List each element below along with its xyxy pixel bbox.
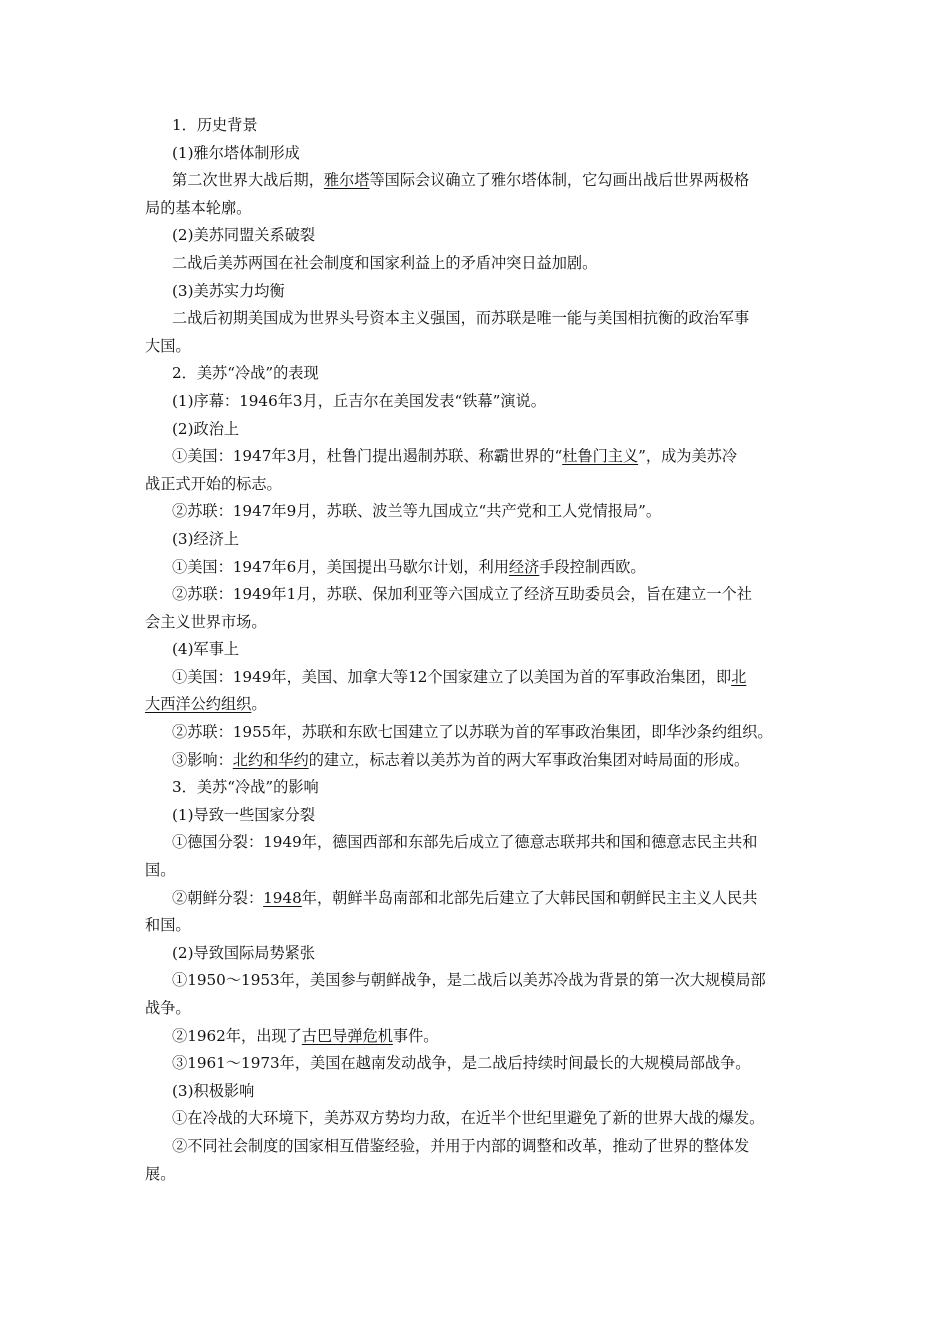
- paragraph-text: ②苏联：1955年，苏联和东欧七国建立了以苏联为首的军事政治集团，即华沙条约组织。: [172, 723, 773, 742]
- underlined-answer: 经济: [508, 557, 540, 576]
- paragraph-text: (2)政治上: [172, 419, 240, 438]
- paragraph-text: ①美国：1949年，美国、加拿大等12个国家建立了以美国为首的军事政治集团，即: [172, 667, 732, 686]
- underlined-answer: 北约和华约: [232, 750, 309, 769]
- paragraph: [0, 581, 950, 636]
- paragraph-text: ①在冷战的大环境下，美苏双方势均力敌，在近半个世纪里避免了新的世界大战的爆发。: [172, 1109, 765, 1128]
- paragraph: [0, 940, 950, 968]
- paragraph-line: [172, 802, 818, 830]
- paragraph-line: [172, 719, 818, 747]
- paragraph-continuation-line: [145, 471, 818, 499]
- document-body: [0, 112, 950, 1188]
- paragraph-text: 战争。: [145, 999, 191, 1017]
- paragraph: [0, 554, 950, 582]
- paragraph-continuation-line: [145, 912, 818, 940]
- paragraph-text: 战正式开始的标志。: [145, 474, 282, 493]
- paragraph-text: 3．美苏“冷战”的影响: [172, 778, 319, 797]
- paragraph-continuation-line: [145, 609, 818, 637]
- paragraph: [0, 1133, 950, 1188]
- paragraph: [0, 360, 950, 388]
- paragraph-line: [172, 443, 818, 471]
- paragraph-text: (1)雅尔塔体制形成: [172, 143, 300, 162]
- paragraph-continuation-line: [145, 195, 818, 223]
- paragraph-text: 2．美苏“冷战”的表现: [172, 364, 319, 383]
- paragraph-line: [172, 222, 818, 250]
- paragraph: [0, 829, 950, 884]
- paragraph-line: [172, 885, 818, 913]
- underlined-answer: 1948: [263, 888, 302, 907]
- paragraph-line: [172, 360, 818, 388]
- paragraph-line: [172, 526, 818, 554]
- paragraph: [0, 250, 950, 278]
- paragraph-line: [172, 581, 818, 609]
- paragraph-text: ③1961～1973年，美国在越南发动战争，是二战后持续时间最长的大规模局部战争。: [172, 1054, 751, 1073]
- underlined-answer: 雅尔塔: [323, 171, 370, 190]
- paragraph: [0, 1050, 950, 1078]
- underlined-answer: 大西洋公约组织: [145, 695, 252, 714]
- underlined-answer: 古巴导弹危机: [301, 1026, 393, 1045]
- paragraph-text: ②苏联：1947年9月，苏联、波兰等九国成立“共产党和工人党情报局”。: [172, 502, 662, 521]
- paragraph-text: ②不同社会制度的国家相互借鉴经验，并用于内部的调整和改革，推动了世界的整体发: [172, 1136, 750, 1155]
- paragraph: [0, 498, 950, 526]
- paragraph-line: [172, 1105, 818, 1133]
- paragraph-line: [172, 140, 818, 168]
- paragraph-text: ①德国分裂：1949年，德国西部和东部先后成立了德意志联邦共和国和德意志民主共和: [172, 833, 758, 852]
- paragraph-text: ③影响：: [172, 750, 233, 769]
- paragraph-text: ”，成为美苏冷: [638, 447, 738, 466]
- paragraph-line: [172, 498, 818, 526]
- paragraph-text: ①1950～1953年，美国参与朝鲜战争，是二战后以美苏冷战为背景的第一次大规模局部: [172, 971, 766, 990]
- paragraph-line: [172, 1050, 818, 1078]
- paragraph: [0, 774, 950, 802]
- paragraph-text: 的建立，标志着以美苏为首的两大军事政治集团对峙局面的形成。: [308, 750, 750, 769]
- paragraph: [0, 1023, 950, 1051]
- paragraph-text: 1．历史背景: [172, 116, 258, 134]
- paragraph-continuation-line: [145, 857, 818, 885]
- paragraph-text: ①美国：1947年6月，美国提出马歇尔计划，利用: [172, 557, 509, 576]
- paragraph-text: ②1962年，出现了: [172, 1026, 302, 1045]
- paragraph-text: 二战后美苏两国在社会制度和国家利益上的矛盾冲突日益加剧。: [172, 253, 598, 272]
- paragraph-text: (3)美苏实力均衡: [172, 281, 285, 300]
- paragraph-text: 局的基本轮廓。: [145, 198, 252, 217]
- paragraph-line: [172, 774, 818, 802]
- paragraph-line: [172, 554, 818, 582]
- paragraph-line: [172, 636, 818, 664]
- paragraph-text: ②苏联：1949年1月，苏联、保加利亚等六国成立了经济互助委员会，旨在建立一个社: [172, 585, 752, 604]
- paragraph-text: 会主义世界市场。: [145, 612, 267, 631]
- paragraph: [0, 747, 950, 775]
- paragraph-line: [172, 1133, 818, 1161]
- paragraph-text: 。: [251, 695, 267, 714]
- paragraph-continuation-line: [145, 691, 818, 719]
- paragraph-text: (2)美苏同盟关系破裂: [172, 226, 316, 245]
- paragraph: [0, 1078, 950, 1106]
- paragraph-text: (1)序幕：1946年3月，丘吉尔在美国发表“铁幕”演说。: [172, 391, 546, 410]
- paragraph-text: 国。: [145, 861, 176, 880]
- paragraph-text: ②朝鲜分裂：: [172, 888, 264, 907]
- paragraph-text: 年，朝鲜半岛南部和北部先后建立了大韩民国和朝鲜民主主义人民共: [301, 888, 758, 907]
- paragraph: [0, 636, 950, 664]
- paragraph-text: (3)积极影响: [172, 1081, 255, 1100]
- paragraph: [0, 802, 950, 830]
- paragraph-text: 二战后初期美国成为世界头号资本主义强国，而苏联是唯一能与美国相抗衡的政治军事: [172, 309, 750, 328]
- paragraph: [0, 719, 950, 747]
- paragraph-text: 展。: [145, 1164, 176, 1183]
- paragraph-text: 等国际会议确立了雅尔塔体制，它勾画出战后世界两极格: [369, 171, 750, 190]
- underlined-answer: 北: [731, 667, 747, 686]
- paragraph-text: (1)导致一些国家分裂: [172, 805, 316, 824]
- paragraph-continuation-line: [145, 1161, 818, 1189]
- paragraph: [0, 388, 950, 416]
- paragraph: [0, 167, 950, 222]
- paragraph: [0, 443, 950, 498]
- paragraph: [0, 305, 950, 360]
- paragraph-line: [172, 1078, 818, 1106]
- paragraph: [0, 278, 950, 306]
- paragraph-line: [172, 967, 818, 995]
- paragraph: [0, 526, 950, 554]
- paragraph-line: [172, 250, 818, 278]
- paragraph-line: [172, 1023, 818, 1051]
- paragraph: [0, 140, 950, 168]
- paragraph-text: 和国。: [145, 916, 191, 935]
- paragraph-line: [172, 664, 818, 692]
- paragraph-line: [172, 167, 818, 195]
- paragraph-text: 大国。: [145, 336, 191, 355]
- paragraph-line: [172, 416, 818, 444]
- paragraph: [0, 1105, 950, 1133]
- paragraph-continuation-line: [145, 995, 818, 1023]
- paragraph-line: [172, 305, 818, 333]
- paragraph: [0, 664, 950, 719]
- paragraph-text: ①美国：1947年3月，杜鲁门提出遏制苏联、称霸世界的“: [172, 447, 563, 466]
- paragraph-text: 事件。: [392, 1026, 439, 1045]
- paragraph-line: [172, 112, 818, 140]
- underlined-answer: 杜鲁门主义: [562, 447, 639, 466]
- paragraph-text: (2)导致国际局势紧张: [172, 943, 316, 962]
- paragraph: [0, 885, 950, 940]
- paragraph-line: [172, 829, 818, 857]
- paragraph: [0, 222, 950, 250]
- paragraph: [0, 416, 950, 444]
- paragraph: [0, 112, 950, 140]
- paragraph: [0, 967, 950, 1022]
- paragraph-continuation-line: [145, 333, 818, 361]
- paragraph-line: [172, 278, 818, 306]
- paragraph-line: [172, 940, 818, 968]
- paragraph-text: 第二次世界大战后期，: [172, 171, 324, 190]
- paragraph-line: [172, 747, 818, 775]
- paragraph-text: 手段控制西欧。: [539, 557, 646, 576]
- paragraph-line: [172, 388, 818, 416]
- paragraph-text: (3)经济上: [172, 529, 240, 548]
- paragraph-text: (4)军事上: [172, 640, 240, 659]
